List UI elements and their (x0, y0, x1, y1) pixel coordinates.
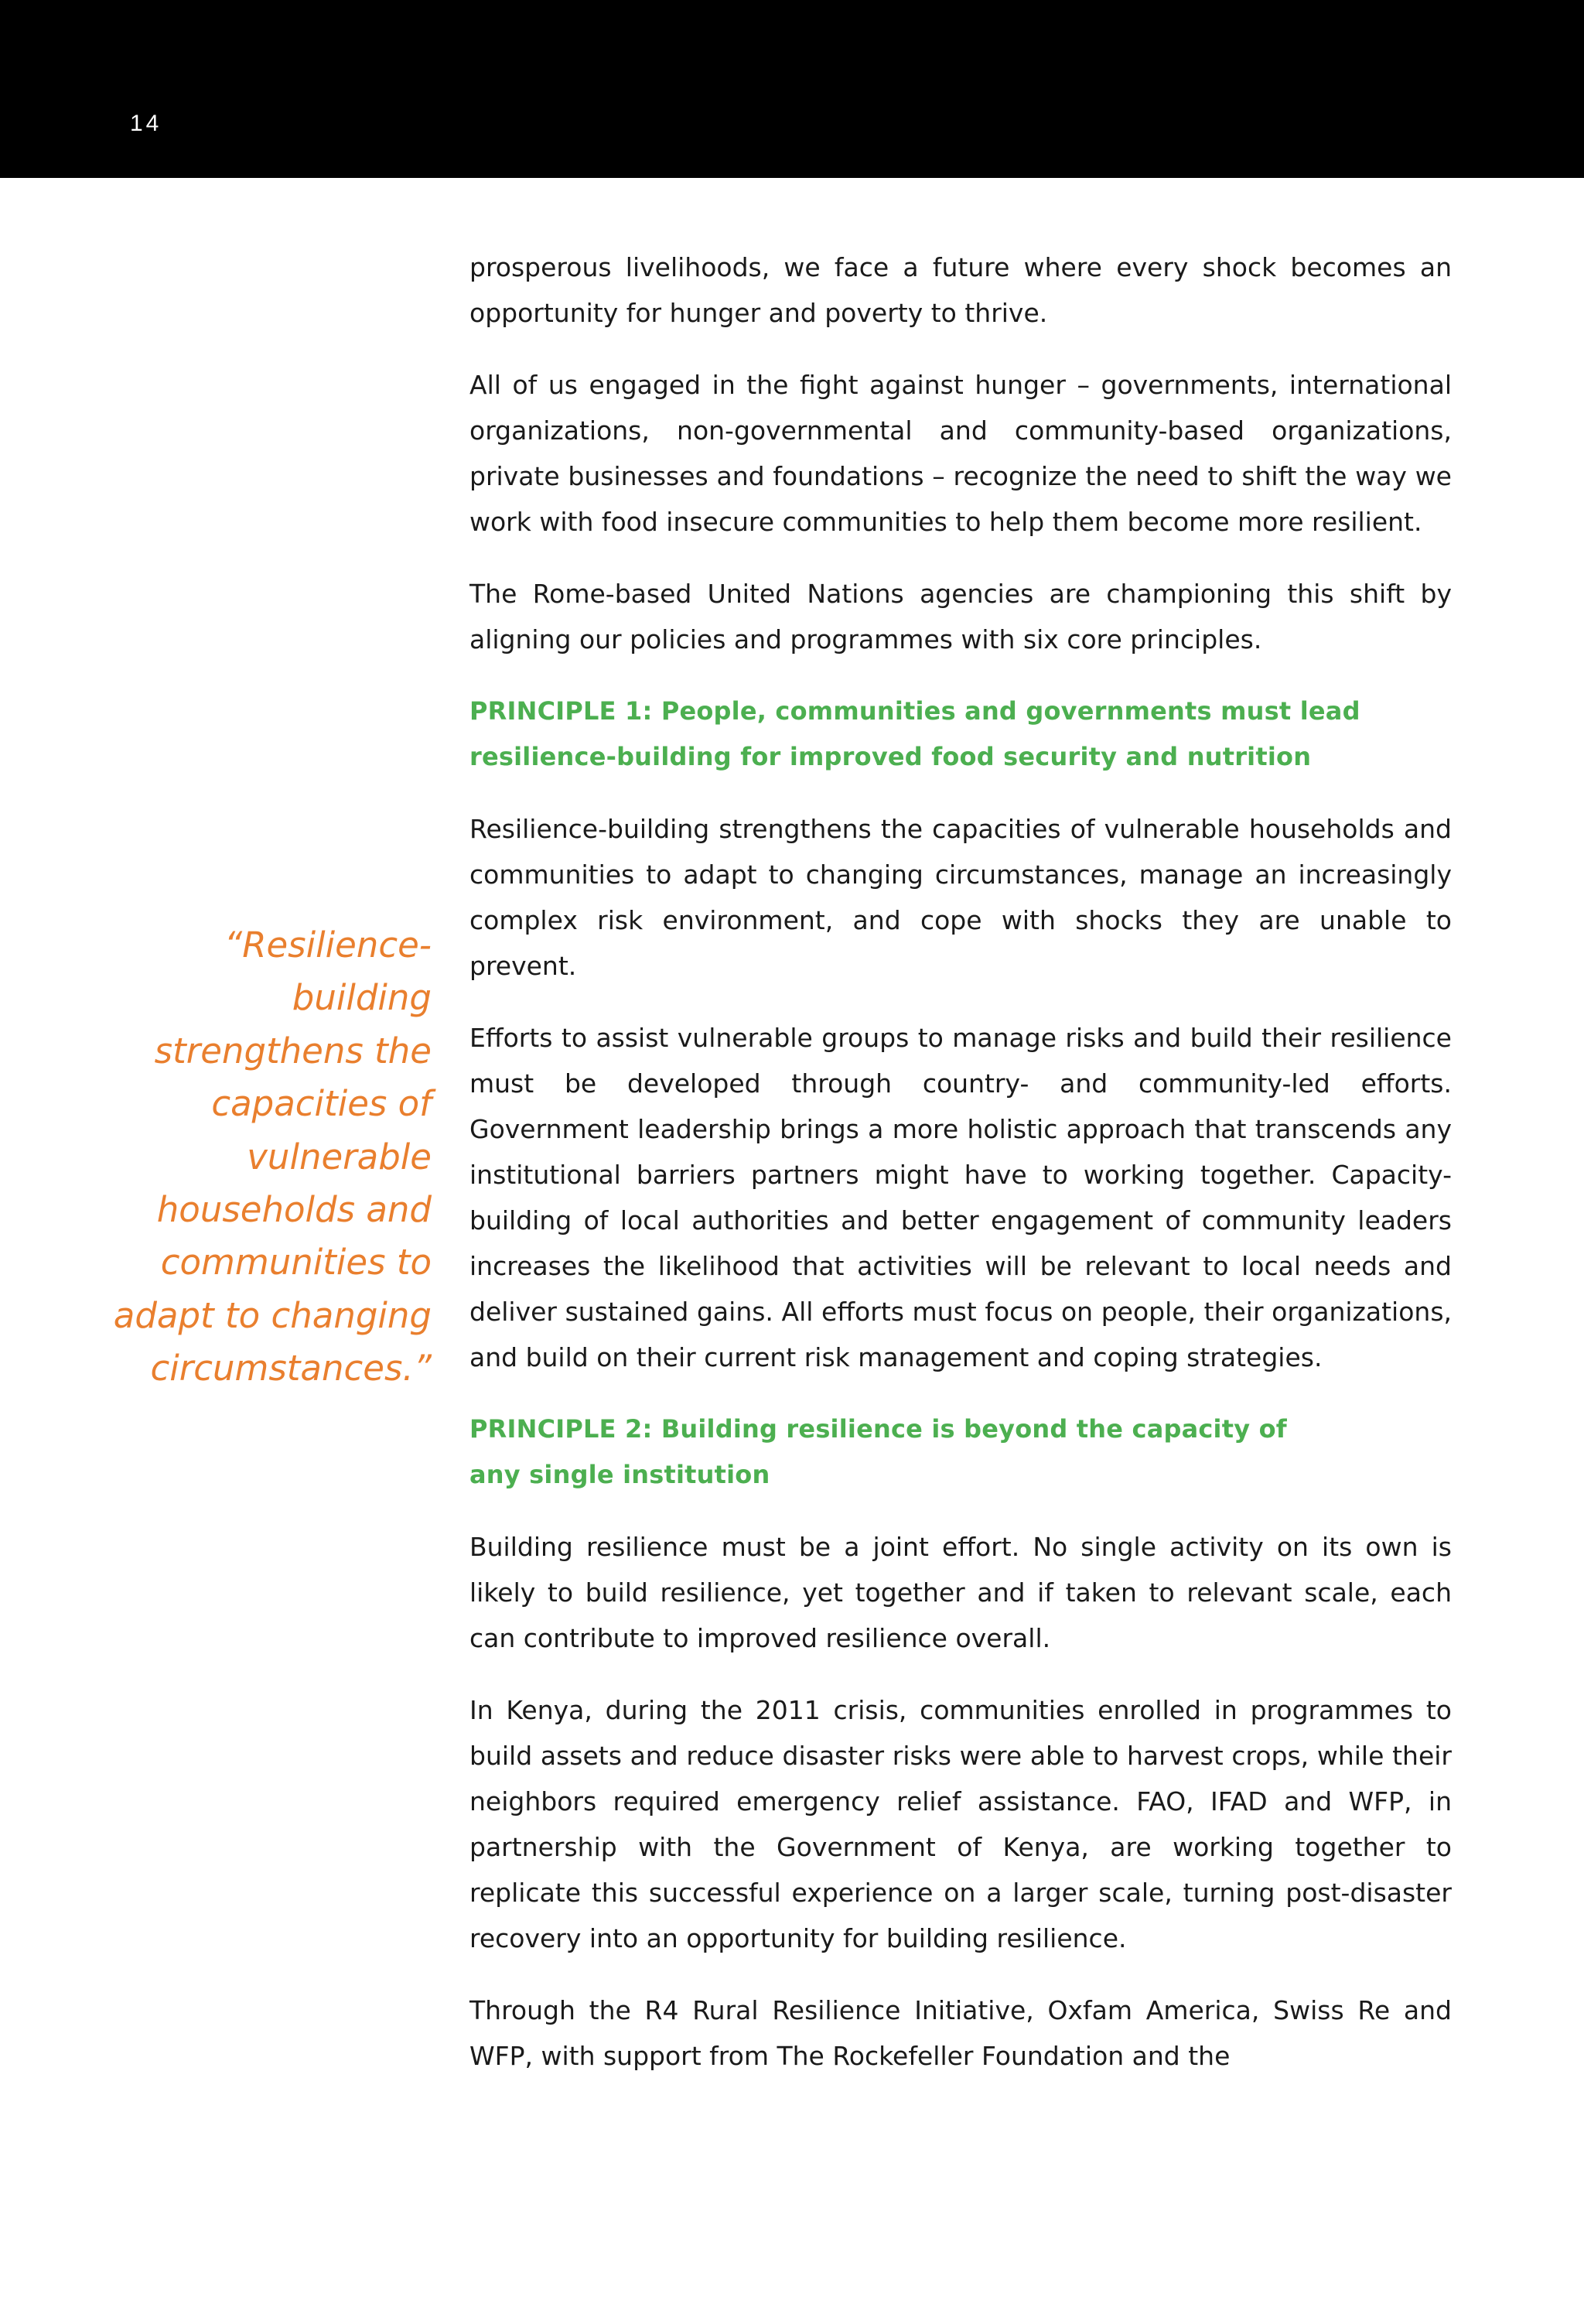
principle-2-heading-line-2: any single institution (469, 1460, 770, 1489)
page-number: 14 (130, 111, 162, 136)
body-paragraph: The Rome-based United Nations agencies are championing this shift by aligning our policies and programmes with six core principles. (469, 579, 1452, 654)
principle-2-heading (469, 1406, 1452, 1498)
body-paragraph: Through the R4 Rural Resilience Initiative, Oxfam America, Swiss Re and WFP, with support from The Rockefeller Foundation and the (469, 1995, 1452, 2071)
header-bar (0, 0, 1584, 178)
principle-1-heading (469, 689, 1452, 780)
body-paragraph: Resilience-building strengthens the capacities of vulnerable households and communities to adapt to changing circumstances, manage an increasingly complex risk environment, and cope with shocks they are unable to prevent. (469, 814, 1452, 981)
pull-quote: “Resilience-building strengthens the capacities of vulnerable households and communities to adapt to changing circumstances.” (113, 924, 432, 1389)
principle-2-heading-line-1: PRINCIPLE 2: Building resilience is beyond the capacity of (469, 1414, 1287, 1444)
body-paragraph: In Kenya, during the 2011 crisis, communities enrolled in programmes to build assets and reduce disaster risks were able to harvest crops, while their neighbors required emergency relief assistance. FAO, IFAD and WFP, in partnership with the Government of Kenya, are working together to replicate this successful experience on a larger scale, turning post-disaster recovery into an opportunity for building resilience. (469, 1695, 1452, 1953)
principle-1-heading-line-2: resilience-building for improved food security and nutrition (469, 742, 1312, 771)
body-paragraph: prosperous livelihoods, we face a future where every shock becomes an opportunity for hunger and poverty to thrive. (469, 252, 1452, 328)
principle-1-heading-line-1: PRINCIPLE 1: People, communities and governments must lead (469, 696, 1360, 726)
body-paragraph: Building resilience must be a joint effort. No single activity on its own is likely to build resilience, yet together and if taken to relevant scale, each can contribute to improved resilience overall. (469, 1532, 1452, 1653)
body-paragraph: Efforts to assist vulnerable groups to manage risks and build their resilience must be developed through country- and community-led efforts. Government leadership brings a more holistic approach that transcends any institutional barriers partners might have to working together. Capacity-building of local authorities and better engagement of community leaders increases the likelihood that activities will be relevant to local needs and deliver sustained gains. All efforts must focus on people, their organizations, and build on their current risk management and coping strategies. (469, 1023, 1452, 1372)
body-paragraph: All of us engaged in the fight against hunger – governments, international organizations, non-governmental and community-based organizations, private businesses and foundations – recognize the need to shift the way we work with food insecure communities to help them become more resilient. (469, 370, 1452, 537)
main-text-column (469, 244, 1452, 2105)
